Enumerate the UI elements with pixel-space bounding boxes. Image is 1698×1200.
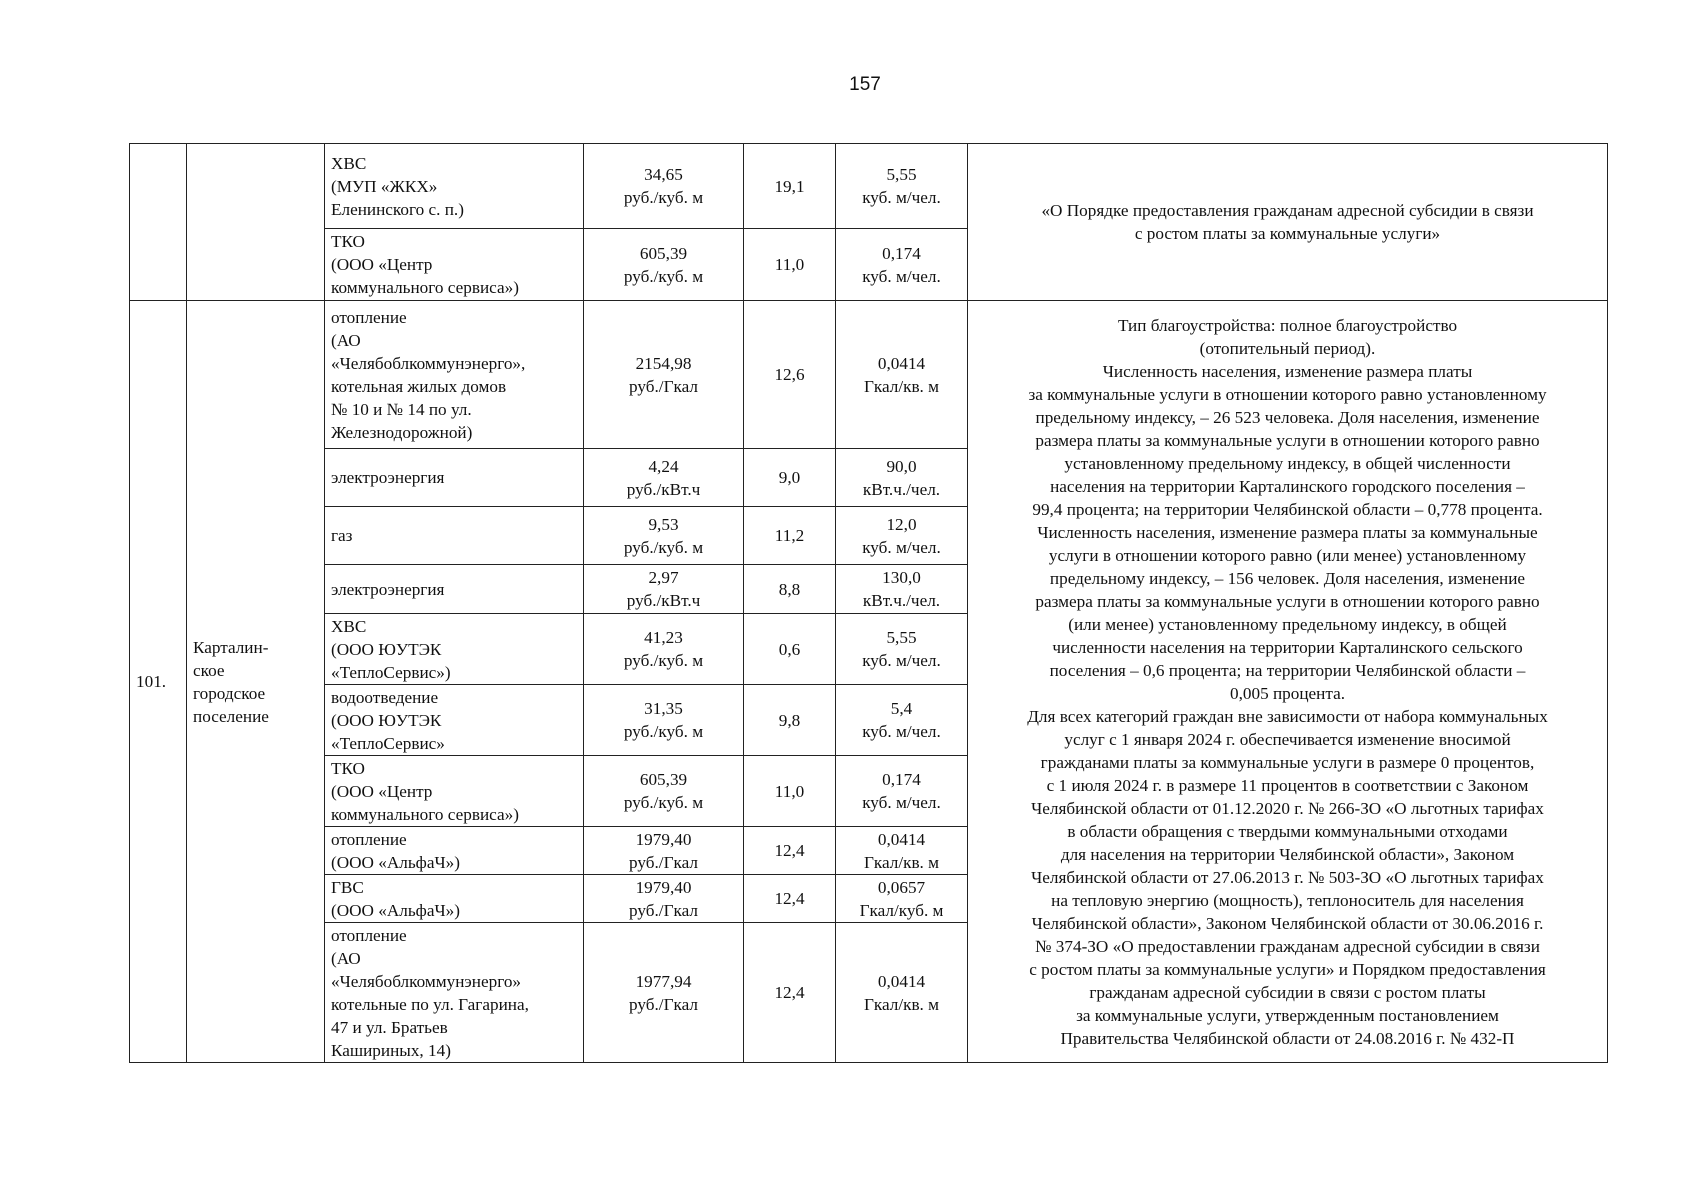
tariff-cell: 605,39 руб./куб. м [584, 229, 744, 301]
table-row [130, 144, 1608, 229]
norm-cell: 12,0 куб. м/чел. [836, 507, 968, 565]
service-cell: газ [325, 507, 584, 565]
tariff-cell: 1979,40 руб./Гкал [584, 875, 744, 923]
percent-cell: 12,6 [744, 301, 836, 449]
service-cell: водоотведение (ООО ЮУТЭК «ТеплоСервис» [325, 685, 584, 756]
norm-cell: 5,4 куб. м/чел. [836, 685, 968, 756]
municipality-cell [187, 144, 325, 301]
tariff-cell: 4,24 руб./кВт.ч [584, 449, 744, 507]
service-cell: ТКО (ООО «Центр коммунального сервиса») [325, 229, 584, 301]
tariff-cell: 31,35 руб./куб. м [584, 685, 744, 756]
entry-number-cell: 101. [130, 301, 187, 1063]
percent-cell: 12,4 [744, 923, 836, 1063]
service-cell: ХВС (ООО ЮУТЭК «ТеплоСервис») [325, 614, 584, 685]
norm-cell: 130,0 кВт.ч./чел. [836, 565, 968, 614]
note-cell: Тип благоустройства: полное благоустройство (отопительный период). Численность населения, изменение размера платы за коммунальные услуги в отношении которого равно установленному предельному индексу, – 26 523 человека. Доля населения, изменение размера платы за коммунальные услуги в отношении которого равно установленному предельному индексу, в общей численности населения на территории Карталинского городского поселения – 99,4 процента; на территории Челябинской области – 0,778 процента. Численность населения, изменение размера платы за коммунальные услуги в отношении которого равно (или менее) установленному предельному индексу, – 156 человек. Доля населения, изменение размера платы за коммунальные услуги в отношении которого равно (или менее) установленному предельному индексу, в общей численности населения на территории Карталинского сельского поселения – 0,6 процента; на территории Челябинской области – 0,005 процента. Для всех категорий граждан вне зависимости от набора коммунальных услуг с 1 января 2024 г. обеспечивается изменение вносимой гражданами платы за коммунальные услуги в размере 0 процентов, с 1 июля 2024 г. в размере 11 процентов в соответствии с Законом Челябинской области от 01.12.2020 г. № 266-ЗО «О льготных тарифах в области обращения с твердыми коммунальными отходами для населения на территории Челябинской области», Законом Челябинской области от 27.06.2013 г. № 503-ЗО «О льготных тарифах на тепловую энергию (мощность), теплоноситель для населения Челябинской области», Законом Челябинской области от 30.06.2016 г. № 374-ЗО «О предоставлении гражданам адресной субсидии в связи с ростом платы за коммунальные услуги» и Порядком предоставления гражданам адресной субсидии в связи с ростом платы за коммунальные услуги, утвержденным постановлением Правительства Челябинской области от 24.08.2016 г. № 432-П [968, 301, 1608, 1063]
percent-cell: 11,0 [744, 229, 836, 301]
note-cell: «О Порядке предоставления гражданам адресной субсидии в связи с ростом платы за коммунальные услуги» [968, 144, 1608, 301]
service-cell: отопление (АО «Челябоблкоммунэнерго» котельные по ул. Гагарина, 47 и ул. Братьев Кашириных, 14) [325, 923, 584, 1063]
tariff-cell: 1977,94 руб./Гкал [584, 923, 744, 1063]
tariff-table [129, 143, 1608, 1063]
service-cell: отопление (ООО «АльфаЧ») [325, 827, 584, 875]
entry-number-cell [130, 144, 187, 301]
tariff-cell: 9,53 руб./куб. м [584, 507, 744, 565]
norm-cell: 0,0414 Гкал/кв. м [836, 301, 968, 449]
percent-cell: 11,2 [744, 507, 836, 565]
norm-cell: 5,55 куб. м/чел. [836, 144, 968, 229]
tariff-cell: 605,39 руб./куб. м [584, 756, 744, 827]
service-cell: электроэнергия [325, 449, 584, 507]
percent-cell: 8,8 [744, 565, 836, 614]
tariff-cell: 2154,98 руб./Гкал [584, 301, 744, 449]
page-number: 157 [849, 74, 881, 95]
norm-cell: 0,174 куб. м/чел. [836, 756, 968, 827]
service-cell: ГВС (ООО «АльфаЧ») [325, 875, 584, 923]
percent-cell: 0,6 [744, 614, 836, 685]
service-cell: электроэнергия [325, 565, 584, 614]
tariff-cell: 2,97 руб./кВт.ч [584, 565, 744, 614]
municipality-cell: Карталин- ское городское поселение [187, 301, 325, 1063]
percent-cell: 12,4 [744, 875, 836, 923]
service-cell: ТКО (ООО «Центр коммунального сервиса») [325, 756, 584, 827]
norm-cell: 0,174 куб. м/чел. [836, 229, 968, 301]
tariff-cell: 41,23 руб./куб. м [584, 614, 744, 685]
table-row [130, 301, 1608, 449]
service-cell: отопление (АО «Челябоблкоммунэнерго», котельная жилых домов № 10 и № 14 по ул. Железнодорожной) [325, 301, 584, 449]
norm-cell: 0,0657 Гкал/куб. м [836, 875, 968, 923]
percent-cell: 9,0 [744, 449, 836, 507]
norm-cell: 0,0414 Гкал/кв. м [836, 923, 968, 1063]
percent-cell: 11,0 [744, 756, 836, 827]
percent-cell: 12,4 [744, 827, 836, 875]
tariff-cell: 1979,40 руб./Гкал [584, 827, 744, 875]
tariff-cell: 34,65 руб./куб. м [584, 144, 744, 229]
service-cell: ХВС (МУП «ЖКХ» Еленинского с. п.) [325, 144, 584, 229]
norm-cell: 0,0414 Гкал/кв. м [836, 827, 968, 875]
percent-cell: 19,1 [744, 144, 836, 229]
norm-cell: 5,55 куб. м/чел. [836, 614, 968, 685]
percent-cell: 9,8 [744, 685, 836, 756]
norm-cell: 90,0 кВт.ч./чел. [836, 449, 968, 507]
